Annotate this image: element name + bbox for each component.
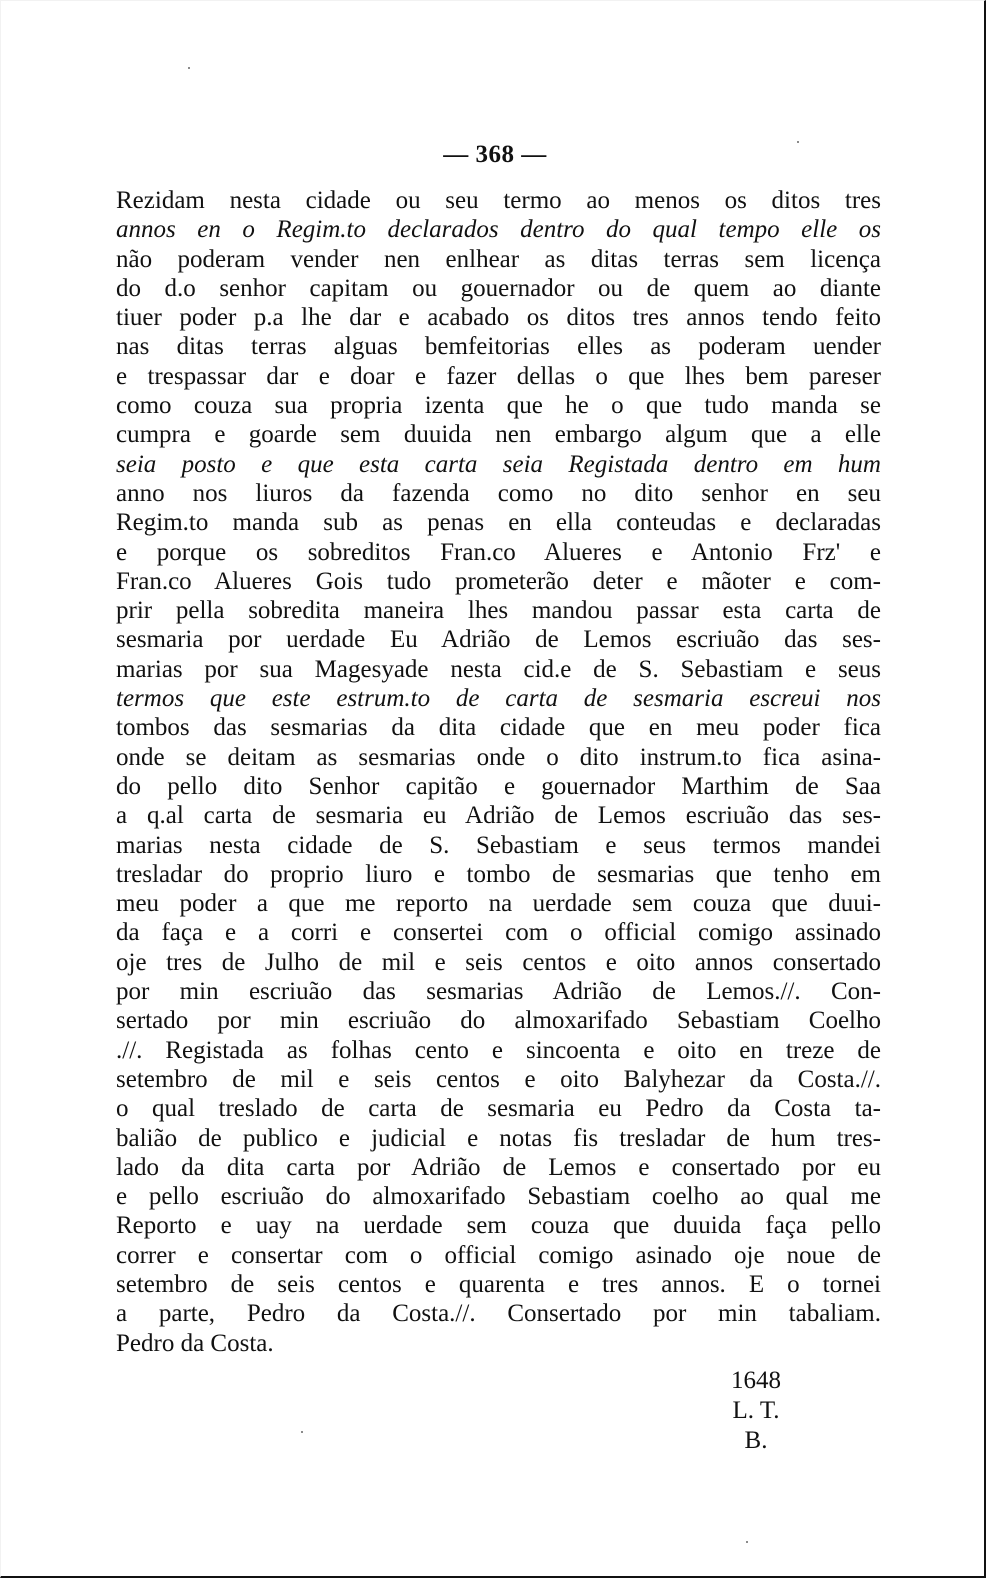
scan-speck xyxy=(746,1541,748,1543)
text-line: annos en o Regim.to declarados dentro do qual tempo elle os xyxy=(116,216,881,244)
text-line: a q.al carta de sesmaria eu Adrião de Lemos escriuão das ses- xyxy=(116,802,881,830)
text-line: sertado por min escriuão do almoxarifado Sebastiam Coelho xyxy=(116,1007,881,1035)
text-line: anno nos liuros da fazenda como no dito senhor en seu xyxy=(116,479,881,507)
text-line: o qual treslado de carta de sesmaria eu Pedro da Costa ta- xyxy=(116,1095,881,1123)
closing-block xyxy=(641,1366,871,1456)
text-line: e trespassar dar e doar e fazer dellas o que lhes bem pareser xyxy=(116,362,881,390)
text-line: meu poder a que me reporto na uerdade sem couza que duui- xyxy=(116,890,881,918)
scan-speck xyxy=(301,1431,303,1433)
closing-year: 1648 xyxy=(731,1367,781,1394)
text-line: Fran.co Alueres Gois tudo prometerão deter e mãoter e com- xyxy=(116,567,881,595)
text-line: do d.o senhor capitam ou gouernador ou de quem ao diante xyxy=(116,274,881,302)
text-line: oje tres de Julho de mil e seis centos e oito annos consertado xyxy=(116,948,881,976)
text-line: termos que este estrum.to de carta de sesmaria escreui nos xyxy=(116,685,881,713)
page-number: — 368 — xyxy=(443,141,547,168)
text-line: seia posto e que esta carta seia Registada dentro em hum xyxy=(116,450,881,478)
text-line: prir pella sobredita maneira lhes mandou passar esta carta de xyxy=(116,597,881,625)
text-line: tresladar do proprio liuro e tombo de sesmarias que tenho em xyxy=(116,860,881,888)
text-line: nas ditas terras alguas bemfeitorias elles as poderam uender xyxy=(116,333,881,361)
text-line: Reporto e uay na uerdade sem couza que duuida faça pello xyxy=(116,1212,881,1240)
text-line: .//. Registada as folhas cento e sincoenta e oito en treze de xyxy=(116,1036,881,1064)
text-line: marias nesta cidade de S. Sebastiam e seus termos mandei xyxy=(116,831,881,859)
text-line: Rezidam nesta cidade ou seu termo ao menos os ditos tres xyxy=(116,187,881,214)
text-line: Regim.to manda sub as penas en ella conteudas e declaradas xyxy=(116,509,881,537)
text-line: do pello dito Senhor capitão e gouernador Marthim de Saa xyxy=(116,772,881,800)
text-line: marias por sua Magesyade nesta cid.e de S. Sebastiam e seus xyxy=(116,655,881,683)
text-line: correr e consertar com o official comigo asinado oje noue de xyxy=(116,1241,881,1269)
text-line: não poderam vender nen enlhear as ditas terras sem licença xyxy=(116,245,881,273)
text-line: lado da dita carta por Adrião de Lemos e consertado por eu xyxy=(116,1153,881,1181)
scan-speck xyxy=(188,67,190,69)
body-text xyxy=(116,186,881,1358)
closing-initials-b: B. xyxy=(744,1427,768,1454)
text-line: onde se deitam as sesmarias onde o dito instrum.to fica asina- xyxy=(116,743,881,771)
text-line: e pello escriuão do almoxarifado Sebastiam coelho ao qual me xyxy=(116,1183,881,1211)
text-line: setembro de mil e seis centos e oito Balyhezar da Costa.//. xyxy=(116,1065,881,1093)
text-line: a parte, Pedro da Costa.//. Consertado por min tabaliam. xyxy=(116,1300,881,1328)
scan-speck xyxy=(797,141,799,143)
text-line: cumpra e goarde sem duuida nen embargo algum que a elle xyxy=(116,421,881,449)
text-line: balião de publico e judicial e notas fis tresladar de hum tres- xyxy=(116,1124,881,1152)
text-line: e porque os sobreditos Fran.co Alueres e Antonio Frz' e xyxy=(116,538,881,566)
text-line: sesmaria por uerdade Eu Adrião de Lemos escriuão das ses- xyxy=(116,626,881,654)
text-line: como couza sua propria izenta que he o que tudo manda se xyxy=(116,392,881,420)
closing-initials-lt: L. T. xyxy=(732,1397,780,1424)
text-line: tiuer poder p.a lhe dar e acabado os ditos tres annos tendo feito xyxy=(116,304,881,332)
text-line: por min escriuão das sesmarias Adrião de Lemos.//. Con- xyxy=(116,978,881,1006)
text-line: da faça e a corri e consertei com o official comigo assinado xyxy=(116,919,881,947)
text-line: tombos das sesmarias da dita cidade que en meu poder fica xyxy=(116,714,881,742)
text-line: Pedro da Costa. xyxy=(116,1329,274,1357)
text-line: setembro de seis centos e quarenta e tres annos. E o tornei xyxy=(116,1270,881,1298)
